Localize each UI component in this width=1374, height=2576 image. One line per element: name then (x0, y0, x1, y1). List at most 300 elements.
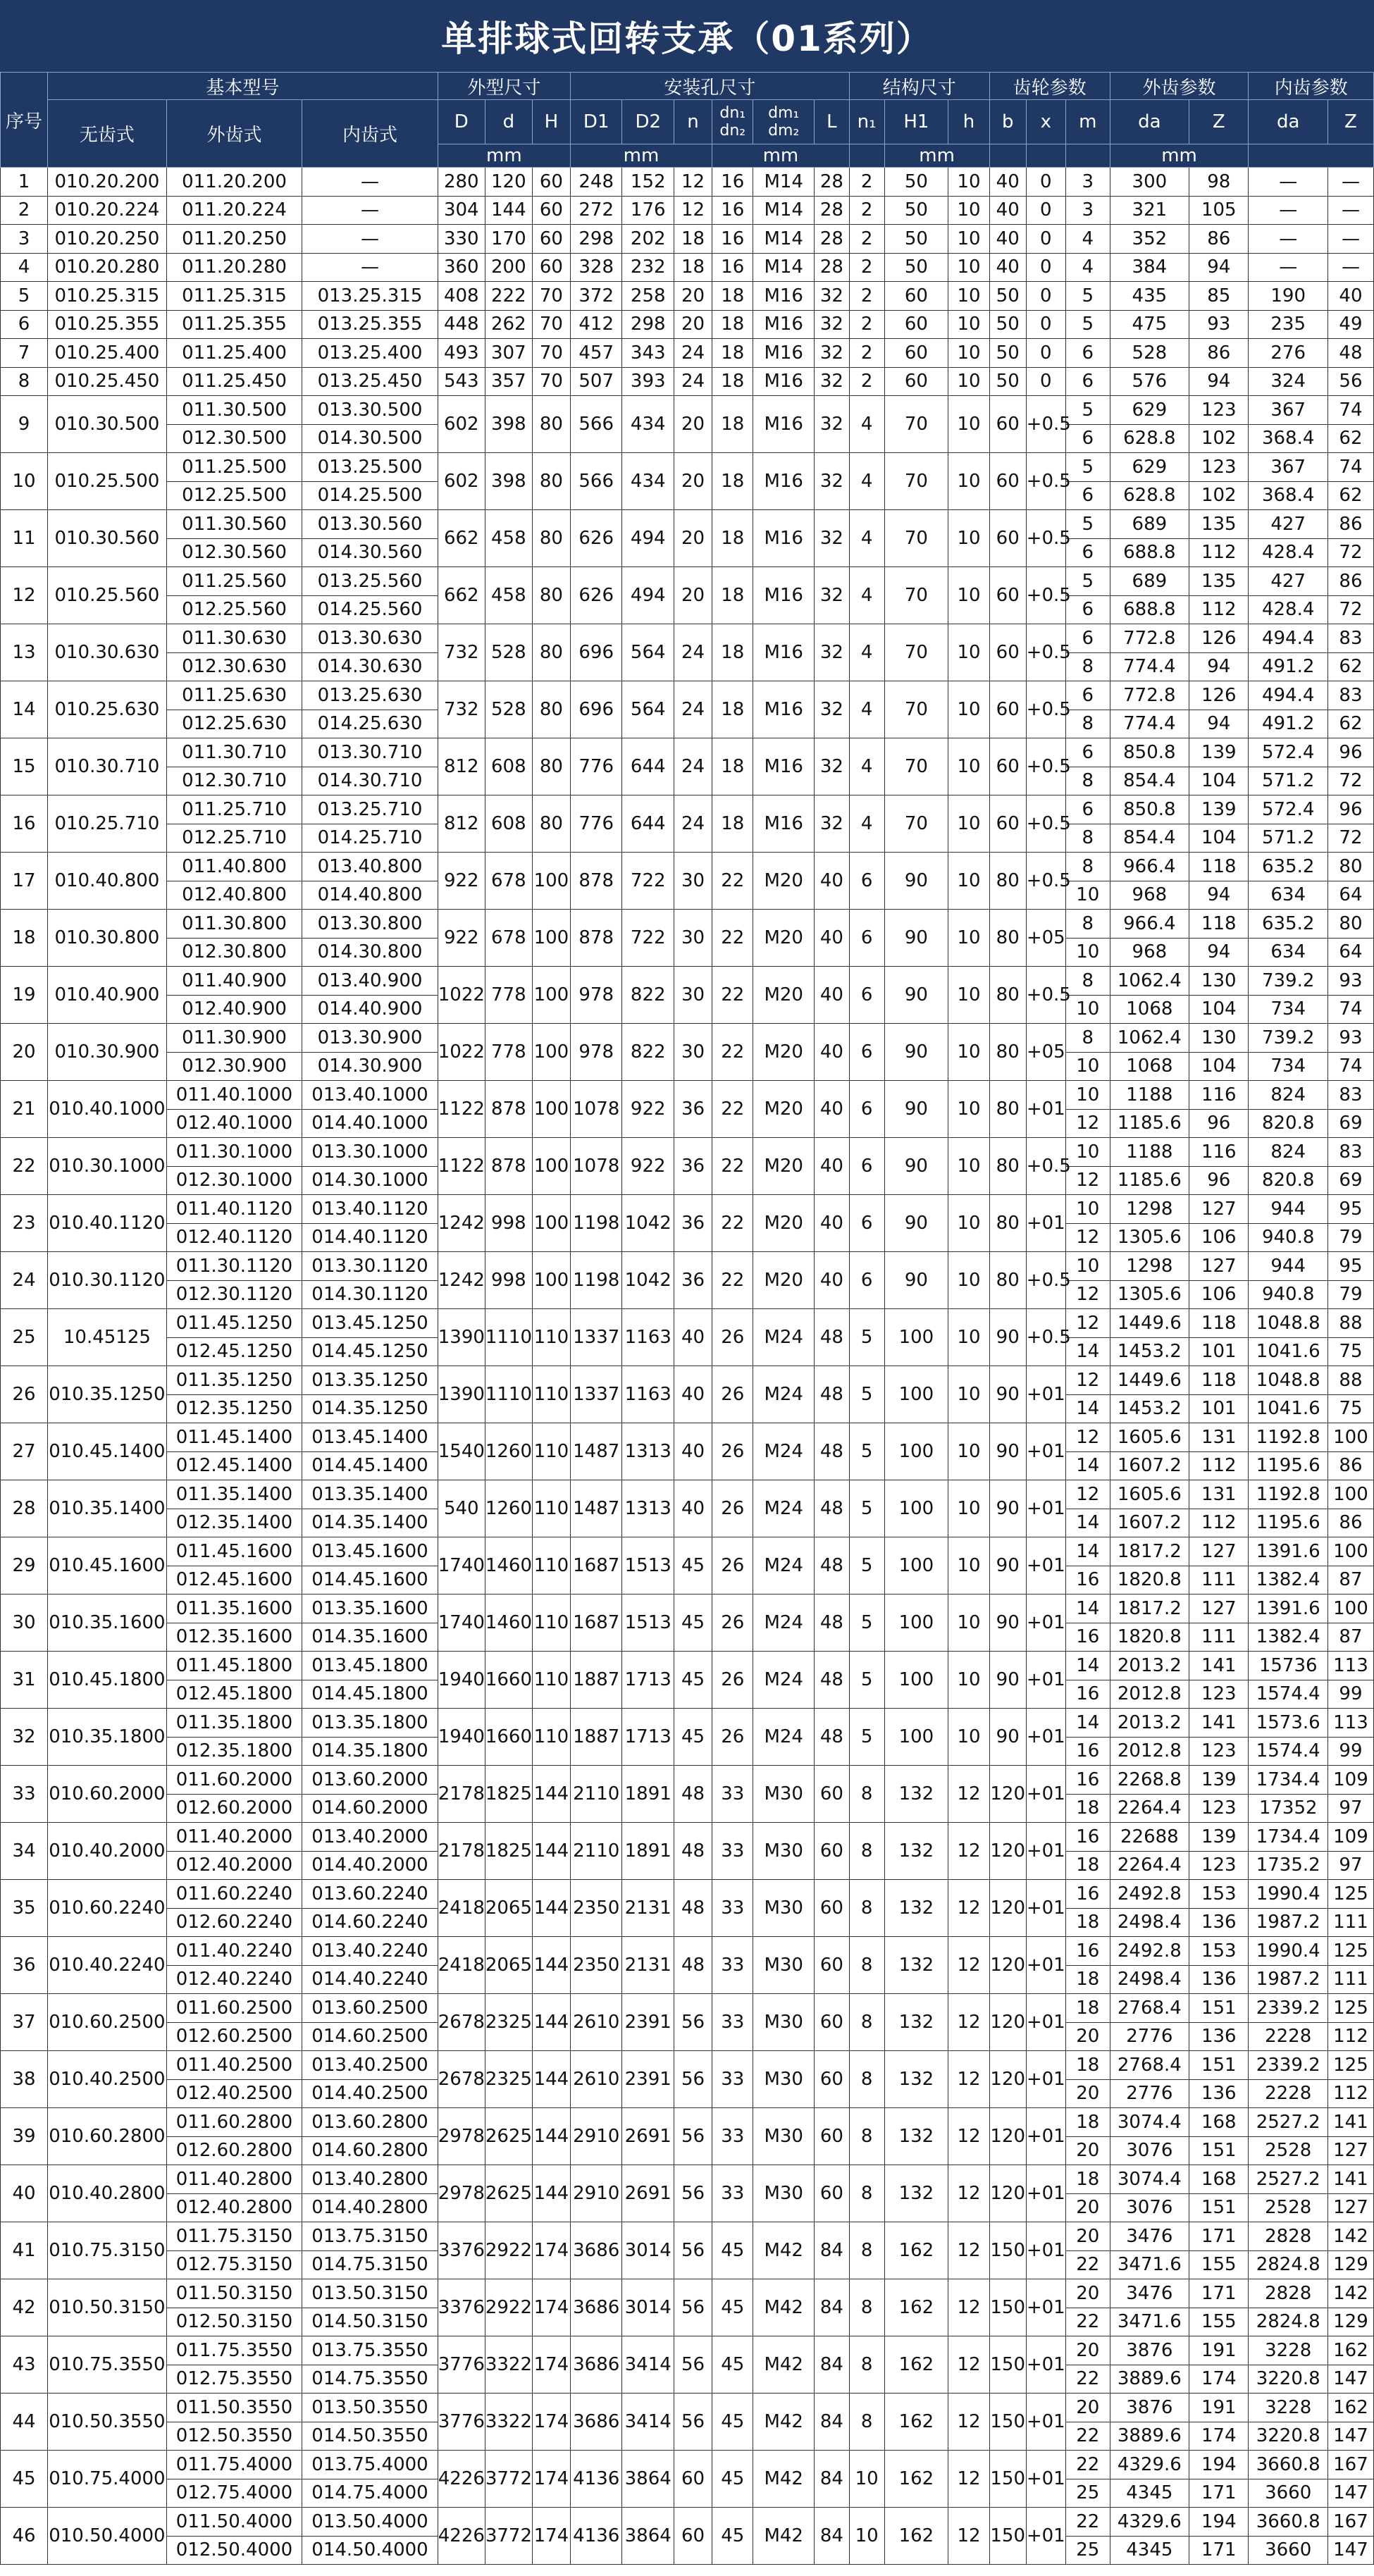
row-b: 80 (989, 1195, 1026, 1252)
row-d: 357 (485, 367, 532, 396)
row-ext-da: 3471.6 (1110, 2250, 1189, 2279)
row-b: 60 (989, 453, 1026, 510)
row-n: 36 (674, 1138, 712, 1195)
row-dm: M42 (753, 2222, 815, 2279)
row-n1: 8 (849, 2165, 884, 2222)
row-m: 8 (1065, 853, 1110, 881)
row-model-int-gear: 014.75.4000 (302, 2479, 438, 2508)
row-h: 80 (532, 453, 570, 510)
row-d: 1740 (438, 1537, 485, 1594)
row-d: 2418 (438, 1880, 485, 1937)
row-h1: 132 (884, 2051, 948, 2108)
row-l: 40 (814, 1252, 849, 1309)
row-model-int-gear: 013.30.1120 (302, 1252, 438, 1281)
row-ext-z: 111 (1189, 1623, 1249, 1652)
row-dm: M30 (753, 2165, 815, 2222)
row-ext-da: 3074.4 (1110, 2165, 1189, 2194)
row-ext-da: 850.8 (1110, 795, 1189, 824)
row-d: 1390 (438, 1309, 485, 1366)
row-d: 922 (438, 853, 485, 910)
row-h: 10 (948, 196, 989, 225)
row-ext-da: 1820.8 (1110, 1566, 1189, 1594)
row-int-z: 113 (1327, 1709, 1373, 1738)
row-d: 1540 (438, 1423, 485, 1480)
row-d2: 722 (622, 853, 674, 910)
row-h: 10 (948, 1195, 989, 1252)
row-n1: 8 (849, 1766, 884, 1823)
row-d2: 202 (622, 225, 674, 254)
row-int-da: 571.2 (1249, 767, 1327, 795)
table-row (1, 2451, 1374, 2479)
row-d1: 776 (570, 738, 622, 795)
row-dn: 22 (712, 853, 753, 910)
row-ext-da: 2498.4 (1110, 1965, 1189, 1994)
row-ext-z: 118 (1189, 1309, 1249, 1338)
row-n1: 2 (849, 196, 884, 225)
row-l: 32 (814, 310, 849, 339)
row-ext-z: 168 (1189, 2108, 1249, 2137)
row-d2: 3864 (622, 2451, 674, 2508)
row-int-da: 2824.8 (1249, 2250, 1327, 2279)
row-d: 998 (485, 1252, 532, 1309)
row-ext-z: 135 (1189, 510, 1249, 539)
row-int-z: 83 (1327, 624, 1373, 653)
row-l: 60 (814, 2108, 849, 2165)
row-d: 3322 (485, 2394, 532, 2451)
row-d: 678 (485, 910, 532, 967)
row-int-da: 1192.8 (1249, 1423, 1327, 1452)
row-ext-z: 102 (1189, 424, 1249, 453)
row-int-z: 95 (1327, 1195, 1373, 1224)
row-model-int-gear: 014.40.900 (302, 995, 438, 1024)
row-ext-z: 151 (1189, 1994, 1249, 2023)
row-dm: M16 (753, 567, 815, 624)
row-d2: 722 (622, 910, 674, 967)
row-int-z: 167 (1327, 2451, 1373, 2479)
row-m: 20 (1065, 2394, 1110, 2422)
row-m: 6 (1065, 367, 1110, 396)
row-ext-da: 628.8 (1110, 481, 1189, 510)
row-n1: 6 (849, 853, 884, 910)
row-dm: M30 (753, 1880, 815, 1937)
row-dn: 33 (712, 1994, 753, 2051)
row-model-ext-gear: 011.40.2000 (166, 1823, 302, 1852)
row-ext-da: 1298 (1110, 1195, 1189, 1224)
row-h1: 50 (884, 225, 948, 254)
row-ext-da: 774.4 (1110, 652, 1189, 681)
row-int-da: 1987.2 (1249, 1965, 1327, 1994)
header-col-d1: D1 (570, 100, 622, 144)
row-dm: M16 (753, 795, 815, 853)
row-h: 110 (532, 1537, 570, 1594)
row-m: 5 (1065, 453, 1110, 482)
row-int-z: 109 (1327, 1823, 1373, 1852)
row-l: 48 (814, 1537, 849, 1594)
row-d: 528 (485, 624, 532, 681)
row-m: 18 (1065, 2051, 1110, 2080)
row-m: 16 (1065, 1623, 1110, 1652)
row-h: 10 (948, 1309, 989, 1366)
row-ext-da: 2012.8 (1110, 1680, 1189, 1709)
row-b: 90 (989, 1709, 1026, 1766)
row-ext-da: 772.8 (1110, 681, 1189, 710)
row-int-da: 2828 (1249, 2279, 1327, 2308)
row-ext-z: 123 (1189, 396, 1249, 425)
row-ext-z: 112 (1189, 538, 1249, 567)
row-d2: 1713 (622, 1652, 674, 1709)
row-ext-da: 1305.6 (1110, 1223, 1189, 1252)
row-ext-da: 1068 (1110, 1052, 1189, 1081)
row-d: 3776 (438, 2394, 485, 2451)
row-m: 8 (1065, 910, 1110, 939)
table-row (1, 2336, 1374, 2365)
row-d2: 393 (622, 367, 674, 396)
row-h: 12 (948, 1937, 989, 1994)
row-x: +01 (1026, 2108, 1065, 2165)
row-h1: 100 (884, 1709, 948, 1766)
row-int-z: 100 (1327, 1594, 1373, 1623)
row-d2: 2691 (622, 2108, 674, 2165)
row-m: 16 (1065, 1680, 1110, 1709)
row-dn: 33 (712, 1880, 753, 1937)
row-h: 174 (532, 2222, 570, 2279)
row-d2: 2131 (622, 1880, 674, 1937)
row-d1: 978 (570, 967, 622, 1024)
row-int-z: 62 (1327, 481, 1373, 510)
row-h: 174 (532, 2394, 570, 2451)
row-model-int-gear: 014.35.1800 (302, 1737, 438, 1766)
row-d: 262 (485, 310, 532, 339)
row-m: 10 (1065, 1252, 1110, 1281)
row-d: 1122 (438, 1138, 485, 1195)
row-model-ext-gear: 011.25.355 (166, 310, 302, 339)
row-d: 2178 (438, 1823, 485, 1880)
row-m: 20 (1065, 2136, 1110, 2165)
row-b: 40 (989, 225, 1026, 254)
row-int-z: 96 (1327, 738, 1373, 767)
row-h: 12 (948, 2336, 989, 2394)
row-model-no-gear: 010.25.450 (48, 367, 167, 396)
header-col-int-z: Z (1327, 100, 1373, 144)
header-unit (989, 144, 1026, 168)
row-h: 10 (948, 225, 989, 254)
row-m: 6 (1065, 595, 1110, 624)
row-h: 10 (948, 681, 989, 738)
row-b: 50 (989, 310, 1026, 339)
row-x: +0.5 (1026, 624, 1065, 681)
row-b: 80 (989, 967, 1026, 1024)
row-int-da: 571.2 (1249, 824, 1327, 853)
row-model-int-gear: 013.40.2000 (302, 1823, 438, 1852)
row-d2: 3014 (622, 2222, 674, 2279)
row-d: 812 (438, 738, 485, 795)
row-d1: 4136 (570, 2451, 622, 2508)
row-seq: 3 (1, 225, 48, 254)
row-model-int-gear: 013.40.2800 (302, 2165, 438, 2194)
row-d: 1390 (438, 1366, 485, 1423)
row-model-int-gear: 013.35.1400 (302, 1480, 438, 1509)
table-row (1, 2051, 1374, 2080)
row-ext-z: 191 (1189, 2336, 1249, 2365)
row-dn: 18 (712, 367, 753, 396)
row-int-z: 87 (1327, 1566, 1373, 1594)
row-ext-z: 194 (1189, 2508, 1249, 2537)
row-d1: 2350 (570, 1937, 622, 1994)
row-seq: 22 (1, 1138, 48, 1195)
table-row (1, 567, 1374, 596)
row-ext-z: 151 (1189, 2193, 1249, 2222)
row-d1: 696 (570, 624, 622, 681)
row-m: 10 (1065, 995, 1110, 1024)
row-d: 120 (485, 168, 532, 197)
row-int-da: — (1249, 225, 1327, 254)
row-m: 6 (1065, 738, 1110, 767)
row-ext-da: 689 (1110, 510, 1189, 539)
row-ext-z: 104 (1189, 1052, 1249, 1081)
row-l: 32 (814, 567, 849, 624)
row-int-da: 2527.2 (1249, 2108, 1327, 2137)
row-l: 40 (814, 1195, 849, 1252)
row-m: 16 (1065, 1766, 1110, 1795)
row-d1: 626 (570, 567, 622, 624)
row-ext-z: 105 (1189, 196, 1249, 225)
table-row (1, 225, 1374, 254)
row-n: 36 (674, 1252, 712, 1309)
row-int-z: 147 (1327, 2365, 1373, 2394)
row-h1: 60 (884, 367, 948, 396)
row-model-int-gear: 013.35.1250 (302, 1366, 438, 1395)
row-h1: 90 (884, 1138, 948, 1195)
table-row (1, 624, 1374, 653)
table-row (1, 453, 1374, 482)
row-ext-da: 300 (1110, 168, 1189, 197)
row-h: 80 (532, 567, 570, 624)
row-model-int-gear: 013.60.2500 (302, 1994, 438, 2023)
table-row (1, 1252, 1374, 1281)
table-row (1, 1537, 1374, 1566)
row-b: 60 (989, 396, 1026, 453)
row-h: 10 (948, 1138, 989, 1195)
row-model-no-gear: 010.40.800 (48, 853, 167, 910)
row-n: 18 (674, 253, 712, 282)
row-model-no-gear: 010.50.4000 (48, 2508, 167, 2565)
row-m: 16 (1065, 1880, 1110, 1909)
row-b: 80 (989, 1252, 1026, 1309)
row-seq: 18 (1, 910, 48, 967)
row-h1: 70 (884, 738, 948, 795)
row-dn: 26 (712, 1366, 753, 1423)
row-model-no-gear: 010.20.224 (48, 196, 167, 225)
row-d: 3376 (438, 2279, 485, 2336)
row-model-ext-gear: 012.60.2800 (166, 2136, 302, 2165)
row-x: 0 (1026, 168, 1065, 197)
row-int-da: — (1249, 253, 1327, 282)
row-ext-z: 126 (1189, 624, 1249, 653)
row-n1: 8 (849, 1937, 884, 1994)
row-model-int-gear: 013.30.560 (302, 510, 438, 539)
row-ext-z: 94 (1189, 367, 1249, 396)
row-ext-da: 2768.4 (1110, 2051, 1189, 2080)
row-model-ext-gear: 012.40.2000 (166, 1851, 302, 1880)
row-x: 0 (1026, 196, 1065, 225)
row-model-int-gear: 013.25.315 (302, 282, 438, 311)
row-model-ext-gear: 012.45.1800 (166, 1680, 302, 1709)
table-row (1, 967, 1374, 996)
table-header (1, 73, 1374, 168)
row-model-ext-gear: 011.75.4000 (166, 2451, 302, 2479)
row-seq: 21 (1, 1081, 48, 1138)
row-ext-da: 2776 (1110, 2022, 1189, 2051)
row-h: 10 (948, 1366, 989, 1423)
row-d: 458 (485, 510, 532, 567)
row-model-int-gear: 014.45.1250 (302, 1337, 438, 1366)
row-d: 732 (438, 624, 485, 681)
row-x: +01 (1026, 2051, 1065, 2108)
row-int-da: 572.4 (1249, 738, 1327, 767)
row-n1: 5 (849, 1537, 884, 1594)
row-ext-da: 628.8 (1110, 424, 1189, 453)
row-int-z: — (1327, 253, 1373, 282)
row-h: 100 (532, 967, 570, 1024)
row-dn: 45 (712, 2222, 753, 2279)
row-dn: 22 (712, 910, 753, 967)
row-m: 22 (1065, 2250, 1110, 2279)
row-model-ext-gear: 011.25.450 (166, 367, 302, 396)
row-model-int-gear: 014.45.1400 (302, 1451, 438, 1480)
row-ext-z: 86 (1189, 339, 1249, 368)
row-m: 8 (1065, 1024, 1110, 1053)
row-h: 110 (532, 1652, 570, 1709)
row-int-da: 2527.2 (1249, 2165, 1327, 2194)
row-seq: 40 (1, 2165, 48, 2222)
row-dn: 26 (712, 1423, 753, 1480)
row-m: 5 (1065, 510, 1110, 539)
row-dm: M30 (753, 1994, 815, 2051)
row-int-da: 1574.4 (1249, 1737, 1327, 1766)
row-m: 14 (1065, 1451, 1110, 1480)
row-m: 3 (1065, 196, 1110, 225)
row-dm: M16 (753, 738, 815, 795)
row-d2: 1891 (622, 1766, 674, 1823)
row-ext-z: 135 (1189, 567, 1249, 596)
row-int-z: 74 (1327, 1052, 1373, 1081)
row-h: 110 (532, 1709, 570, 1766)
row-d: 2625 (485, 2165, 532, 2222)
row-model-int-gear: 013.25.500 (302, 453, 438, 482)
row-d1: 1337 (570, 1366, 622, 1423)
header-col-d2: D2 (622, 100, 674, 144)
row-h1: 100 (884, 1652, 948, 1709)
row-ext-da: 968 (1110, 938, 1189, 967)
table-row (1, 681, 1374, 710)
row-model-int-gear: 013.30.630 (302, 624, 438, 653)
row-d: 608 (485, 738, 532, 795)
row-b: 50 (989, 282, 1026, 311)
row-dm: M24 (753, 1423, 815, 1480)
row-model-ext-gear: 011.30.1120 (166, 1252, 302, 1281)
row-ext-z: 141 (1189, 1709, 1249, 1738)
row-m: 18 (1065, 1994, 1110, 2023)
row-int-z: 95 (1327, 1252, 1373, 1281)
row-model-int-gear: 014.30.800 (302, 938, 438, 967)
row-m: 6 (1065, 481, 1110, 510)
row-model-ext-gear: 011.35.1400 (166, 1480, 302, 1509)
row-ext-da: 688.8 (1110, 538, 1189, 567)
row-ext-da: 352 (1110, 225, 1189, 254)
row-int-z: 129 (1327, 2250, 1373, 2279)
row-l: 48 (814, 1594, 849, 1652)
row-d2: 644 (622, 738, 674, 795)
row-h1: 70 (884, 795, 948, 853)
row-n1: 8 (849, 2336, 884, 2394)
row-int-z: 75 (1327, 1337, 1373, 1366)
row-n: 30 (674, 910, 712, 967)
row-ext-z: 174 (1189, 2365, 1249, 2394)
row-m: 3 (1065, 168, 1110, 197)
header-col-h: h (948, 100, 989, 144)
row-model-ext-gear: 011.30.1000 (166, 1138, 302, 1167)
row-int-da: 3228 (1249, 2336, 1327, 2365)
row-ext-z: 139 (1189, 1823, 1249, 1852)
row-model-int-gear: 013.40.2500 (302, 2051, 438, 2080)
row-model-ext-gear: 011.25.710 (166, 795, 302, 824)
row-ext-z: 155 (1189, 2308, 1249, 2336)
row-model-int-gear: 014.25.710 (302, 824, 438, 853)
table-row (1, 2222, 1374, 2251)
row-model-no-gear: 010.35.1600 (48, 1594, 167, 1652)
row-l: 40 (814, 1024, 849, 1081)
row-dm: M20 (753, 1024, 815, 1081)
row-h: 144 (532, 2051, 570, 2108)
row-x: +01 (1026, 1652, 1065, 1709)
row-int-z: 62 (1327, 710, 1373, 738)
row-h: 70 (532, 367, 570, 396)
row-n1: 6 (849, 1081, 884, 1138)
row-n1: 4 (849, 738, 884, 795)
row-h: 100 (532, 1081, 570, 1138)
row-b: 120 (989, 1937, 1026, 1994)
row-int-da: 824 (1249, 1081, 1327, 1110)
row-n: 40 (674, 1480, 712, 1537)
row-h1: 100 (884, 1594, 948, 1652)
row-int-da: 1735.2 (1249, 1851, 1327, 1880)
row-n: 48 (674, 1880, 712, 1937)
row-l: 32 (814, 282, 849, 311)
row-n: 30 (674, 967, 712, 1024)
row-h1: 70 (884, 681, 948, 738)
row-d2: 3414 (622, 2394, 674, 2451)
row-model-int-gear: 013.35.1600 (302, 1594, 438, 1623)
row-l: 60 (814, 2051, 849, 2108)
row-dm: M24 (753, 1652, 815, 1709)
row-d: 2418 (438, 1937, 485, 1994)
row-l: 28 (814, 253, 849, 282)
row-d1: 1887 (570, 1709, 622, 1766)
row-int-da: 2339.2 (1249, 2051, 1327, 2080)
row-d2: 1313 (622, 1423, 674, 1480)
row-b: 40 (989, 196, 1026, 225)
row-int-z: 75 (1327, 1394, 1373, 1423)
row-h: 100 (532, 1252, 570, 1309)
row-l: 84 (814, 2336, 849, 2394)
row-seq: 24 (1, 1252, 48, 1309)
row-ext-da: 1185.6 (1110, 1166, 1189, 1195)
row-h: 144 (532, 1937, 570, 1994)
row-model-ext-gear: 011.45.1600 (166, 1537, 302, 1566)
row-model-ext-gear: 012.35.1400 (166, 1509, 302, 1537)
row-int-da: 634 (1249, 881, 1327, 910)
row-model-ext-gear: 012.30.900 (166, 1052, 302, 1081)
